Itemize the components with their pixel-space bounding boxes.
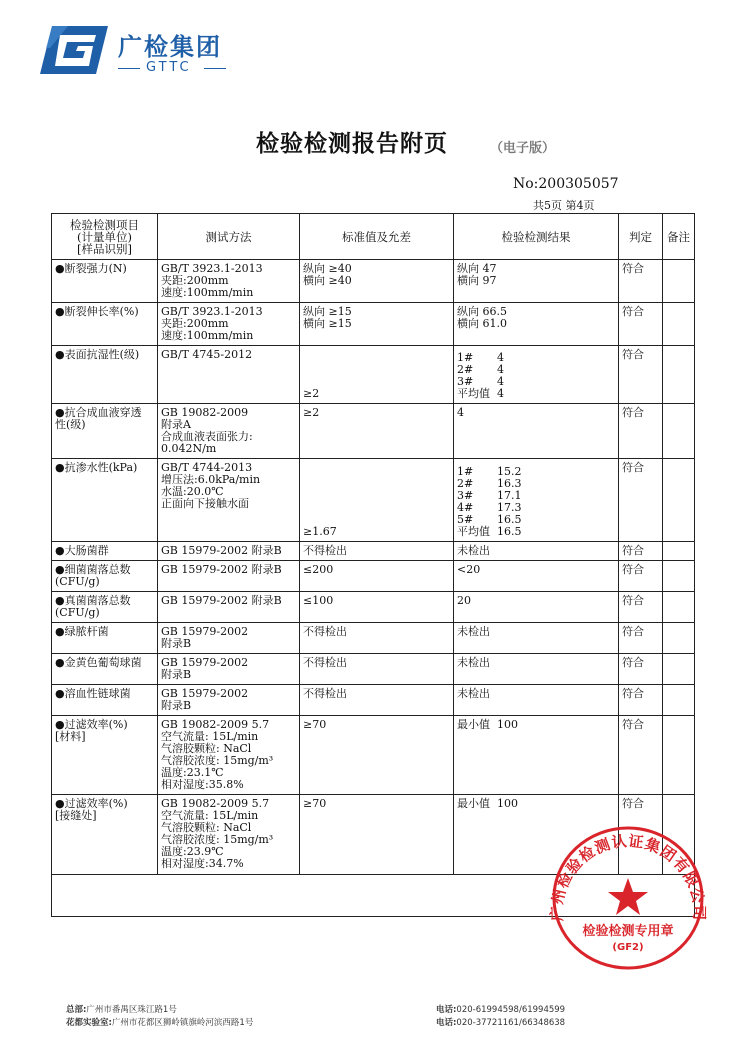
cell-method: GB 15979-2002 附录B xyxy=(158,561,300,592)
stamp-ring-text: 广州检验检测认证集团有限公司 xyxy=(547,831,709,922)
cell-result: 未检出 xyxy=(454,654,619,685)
cell-judgment: 符合 xyxy=(619,592,663,623)
cell-standard: ≥2 xyxy=(300,346,454,404)
table-row xyxy=(52,561,695,592)
cell-method: GB/T 4744-2013 增压法:6.0kPa/min 水温:20.0℃ 正面向下接触水面 xyxy=(158,459,300,542)
cell-remark xyxy=(663,592,695,623)
cell-judgment: 符合 xyxy=(619,654,663,685)
cell-result: 1# 15.2 2# 16.3 3# 17.1 4# 17.3 5# 16.5 平均值 16.5 xyxy=(454,459,619,542)
cell-item: ●抗渗水性(kPa) xyxy=(52,459,158,542)
cell-result: 未检出 xyxy=(454,623,619,654)
table-row xyxy=(52,623,695,654)
cell-item: ●断裂伸长率(%) xyxy=(52,303,158,346)
cell-judgment: 符合 xyxy=(619,716,663,795)
cell-standard: 不得检出 xyxy=(300,623,454,654)
page-info: 共5页 第4页 xyxy=(533,199,595,212)
cell-item: ●过滤效率(%) [材料] xyxy=(52,716,158,795)
cell-method: GB/T 3923.1-2013 夹距:200mm 速度:100mm/min xyxy=(158,303,300,346)
cell-standard: ≤200 xyxy=(300,561,454,592)
header-result: 检验检测结果 xyxy=(454,214,619,260)
cell-remark xyxy=(663,685,695,716)
cell-standard: ≥1.67 xyxy=(300,459,454,542)
cell-method: GB 15979-2002 附录B xyxy=(158,685,300,716)
cell-item: ●溶血性链球菌 xyxy=(52,685,158,716)
footer-hq: 总部:广州市番禺区珠江路1号 xyxy=(66,1005,177,1015)
table-row xyxy=(52,303,695,346)
cell-result: 最小值 100 xyxy=(454,716,619,795)
header-item: 检验检测项目 (计量单位) [样品识别] xyxy=(52,214,158,260)
cell-result: 纵向 66.5 横向 61.0 xyxy=(454,303,619,346)
cell-method: GB 15979-2002 附录B xyxy=(158,592,300,623)
table-row xyxy=(52,260,695,303)
cell-standard: 不得检出 xyxy=(300,654,454,685)
cell-result: 未检出 xyxy=(454,542,619,561)
results-table xyxy=(51,213,695,917)
cell-standard: 不得检出 xyxy=(300,685,454,716)
cell-item: ●抗合成血液穿透 性(级) xyxy=(52,404,158,459)
cell-judgment: 符合 xyxy=(619,346,663,404)
cell-remark xyxy=(663,346,695,404)
cell-standard: ≥70 xyxy=(300,795,454,875)
cell-judgment: 符合 xyxy=(619,542,663,561)
table-row xyxy=(52,404,695,459)
cell-judgment: 符合 xyxy=(619,303,663,346)
footer-branch-phone: 电话:020-37721161/66348638 xyxy=(436,1018,566,1028)
cell-standard: ≤100 xyxy=(300,592,454,623)
cell-method: GB 19082-2009 附录A 合成血液表面张力: 0.042N/m xyxy=(158,404,300,459)
report-title: 检验检测报告附页 xyxy=(256,131,448,157)
header-remark: 备注 xyxy=(663,214,695,260)
table-row xyxy=(52,346,695,404)
cell-method: GB 15979-2002 附录B xyxy=(158,654,300,685)
svg-text:广州检验检测认证集团有限公司 xyxy=(548,832,708,921)
cell-judgment: 符合 xyxy=(619,404,663,459)
report-number: No:200305057 xyxy=(513,176,619,192)
cell-result: 4 xyxy=(454,404,619,459)
cell-judgment: 符合 xyxy=(619,561,663,592)
cell-result: <20 xyxy=(454,561,619,592)
table-row xyxy=(52,592,695,623)
cell-method: GB/T 4745-2012 xyxy=(158,346,300,404)
cell-judgment: 符合 xyxy=(619,685,663,716)
cell-method: GB 15979-2002 附录B xyxy=(158,623,300,654)
cell-item: ●金黄色葡萄球菌 xyxy=(52,654,158,685)
footer-hq-phone: 电话:020-61994598/61994599 xyxy=(436,1005,566,1015)
stamp-code: (GF2) xyxy=(612,942,644,953)
brand-en-block xyxy=(118,60,228,76)
cell-remark xyxy=(663,623,695,654)
cell-item: ●大肠菌群 xyxy=(52,542,158,561)
footer-branch: 花都实验室:广州市花都区狮岭镇旗岭河滨西路1号 xyxy=(66,1018,254,1028)
cell-item: ●断裂强力(N) xyxy=(52,260,158,303)
cell-result: 未检出 xyxy=(454,685,619,716)
cell-method: GB 19082-2009 5.7 空气流量: 15L/min 气溶胶颗粒: NaCl 气溶胶浓度: 15mg/m³ 温度:23.9℃ 相对湿度:34.7% xyxy=(158,795,300,875)
cell-item: ●过滤效率(%) [接缝处] xyxy=(52,795,158,875)
cell-result: 1# 4 2# 4 3# 4 平均值 4 xyxy=(454,346,619,404)
cell-standard: ≥70 xyxy=(300,716,454,795)
table-row xyxy=(52,685,695,716)
cell-judgment: 符合 xyxy=(619,795,663,875)
cell-judgment: 符合 xyxy=(619,260,663,303)
brand-name-en: GTTC xyxy=(146,60,192,75)
cell-remark xyxy=(663,459,695,542)
cell-judgment: 符合 xyxy=(619,459,663,542)
cell-standard: ≥2 xyxy=(300,404,454,459)
cell-remark xyxy=(663,260,695,303)
official-seal-stamp xyxy=(543,820,713,970)
cell-item: ●细菌菌落总数 (CFU/g) xyxy=(52,561,158,592)
stamp-center-text: 检验检测专用章 xyxy=(582,924,674,939)
cell-item: ●表面抗湿性(级) xyxy=(52,346,158,404)
cell-standard: 纵向 ≥15 横向 ≥15 xyxy=(300,303,454,346)
cell-method: GB/T 3923.1-2013 夹距:200mm 速度:100mm/min xyxy=(158,260,300,303)
header-judgment: 判定 xyxy=(619,214,663,260)
report-edition: （电子版） xyxy=(490,141,556,156)
cell-remark xyxy=(663,654,695,685)
cell-standard: 不得检出 xyxy=(300,542,454,561)
cell-result: 纵向 47 横向 97 xyxy=(454,260,619,303)
cell-result: 20 xyxy=(454,592,619,623)
cell-item: ●绿脓杆菌 xyxy=(52,623,158,654)
cell-remark xyxy=(663,404,695,459)
cell-item: ●真菌菌落总数 (CFU/g) xyxy=(52,592,158,623)
header-method: 测试方法 xyxy=(158,214,300,260)
table-row xyxy=(52,459,695,542)
table-row xyxy=(52,716,695,795)
cell-standard: 纵向 ≥40 横向 ≥40 xyxy=(300,260,454,303)
cell-remark xyxy=(663,716,695,795)
cell-judgment: 符合 xyxy=(619,623,663,654)
brand-name-cn: 广检集团 xyxy=(118,33,222,61)
table-row xyxy=(52,654,695,685)
cell-remark xyxy=(663,542,695,561)
cell-method: GB 19082-2009 5.7 空气流量: 15L/min 气溶胶颗粒: NaCl 气溶胶浓度: 15mg/m³ 温度:23.1℃ 相对湿度:35.8% xyxy=(158,716,300,795)
cell-remark xyxy=(663,561,695,592)
header-standard: 标准值及允差 xyxy=(300,214,454,260)
cell-remark xyxy=(663,303,695,346)
cell-result: 最小值 100 xyxy=(454,795,619,875)
cell-method: GB 15979-2002 附录B xyxy=(158,542,300,561)
table-row xyxy=(52,542,695,561)
gttc-logo-icon xyxy=(38,24,110,76)
